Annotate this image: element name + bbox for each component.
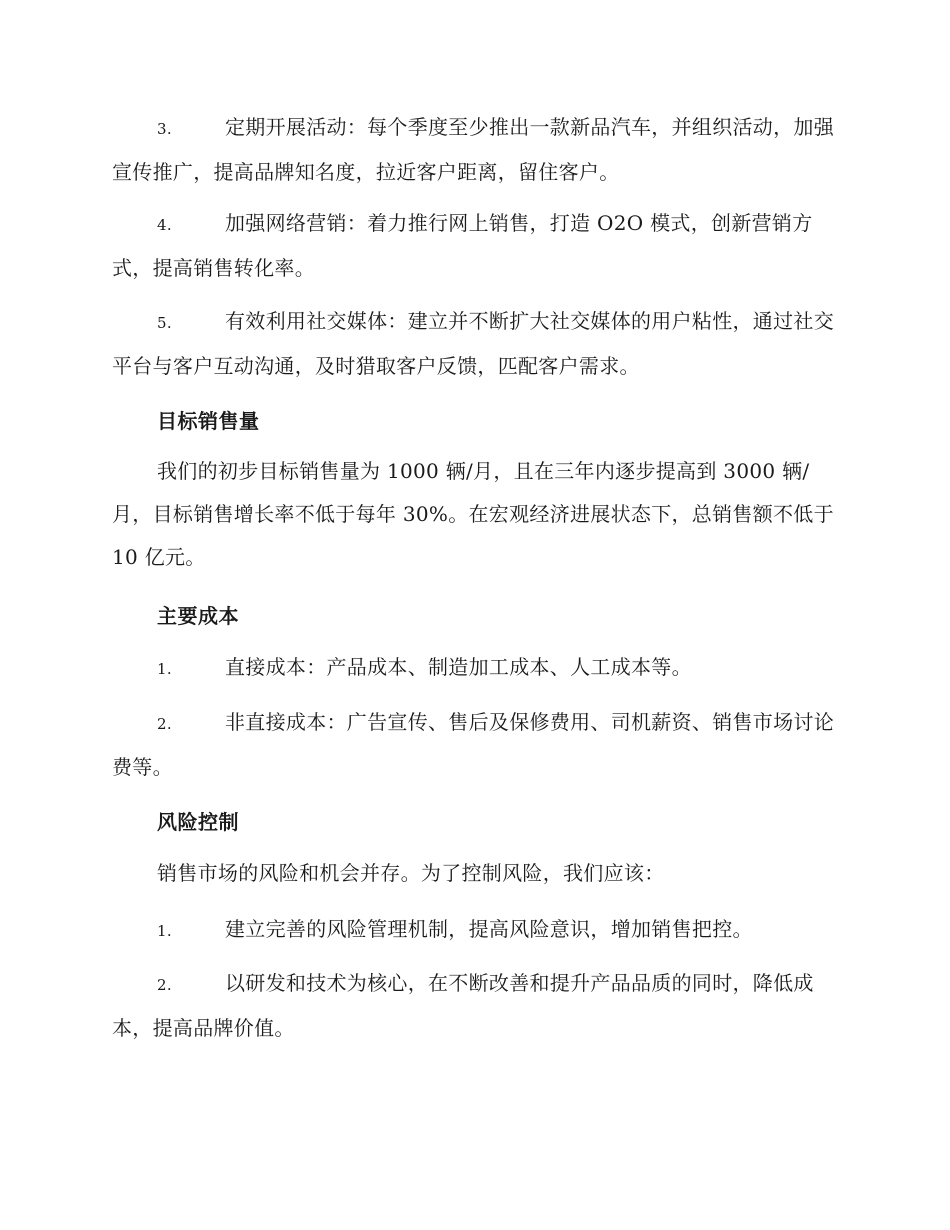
list-item — [112, 106, 836, 194]
list-item — [112, 202, 836, 290]
list-item-text: 以研发和技术为核心，在不断改善和提升产品品质的同时，降低成本，提高品牌价值。 — [112, 971, 814, 1040]
list-item-text: 有效利用社交媒体：建立并不断扩大社交媒体的用户粘性，通过社交平台与客户互动沟通，及时猎取客户反馈，匹配客户需求。 — [112, 309, 834, 378]
list-number: 1. — [157, 660, 172, 678]
section-heading-risk: 风险控制 — [157, 810, 239, 834]
section-heading-costs: 主要成本 — [157, 604, 239, 628]
list-item — [112, 701, 836, 789]
list-item — [112, 300, 836, 388]
list-item-text: 定期开展活动：每个季度至少推出一款新品汽车，并组织活动，加强宣传推广，提高品牌知名度，拉近客户距离，留住客户。 — [112, 115, 834, 184]
list-number: 4. — [157, 216, 172, 234]
list-number: 1. — [157, 922, 172, 940]
risk-intro: 销售市场的风险和机会并存。为了控制风险，我们应该： — [157, 861, 665, 885]
list-item-text: 直接成本：产品成本、制造加工成本、人工成本等。 — [225, 655, 692, 679]
list-number: 2. — [157, 715, 172, 733]
list-item-text: 加强网络营销：着力推行网上销售，打造 O2O 模式，创新营销方式，提高销售转化率。 — [112, 211, 813, 280]
list-number: 5. — [157, 314, 172, 332]
list-item-text: 建立完善的风险管理机制，提高风险意识，增加销售把控。 — [225, 917, 753, 941]
section-heading-target: 目标销售量 — [157, 409, 260, 433]
target-paragraph: 我们的初步目标销售量为 1000 辆/月，且在三年内逐步提高到 3000 辆/月，目标销售增长率不低于每年 30%。在宏观经济进展状态下，总销售额不低于 10 亿元。 — [112, 459, 834, 569]
list-item-text: 非直接成本：广告宣传、售后及保修费用、司机薪资、销售市场讨论费等。 — [112, 710, 834, 779]
list-item — [112, 908, 836, 953]
list-number: 2. — [157, 976, 172, 994]
list-number: 3. — [157, 120, 172, 138]
list-item — [112, 962, 836, 1050]
list-item — [112, 646, 836, 691]
